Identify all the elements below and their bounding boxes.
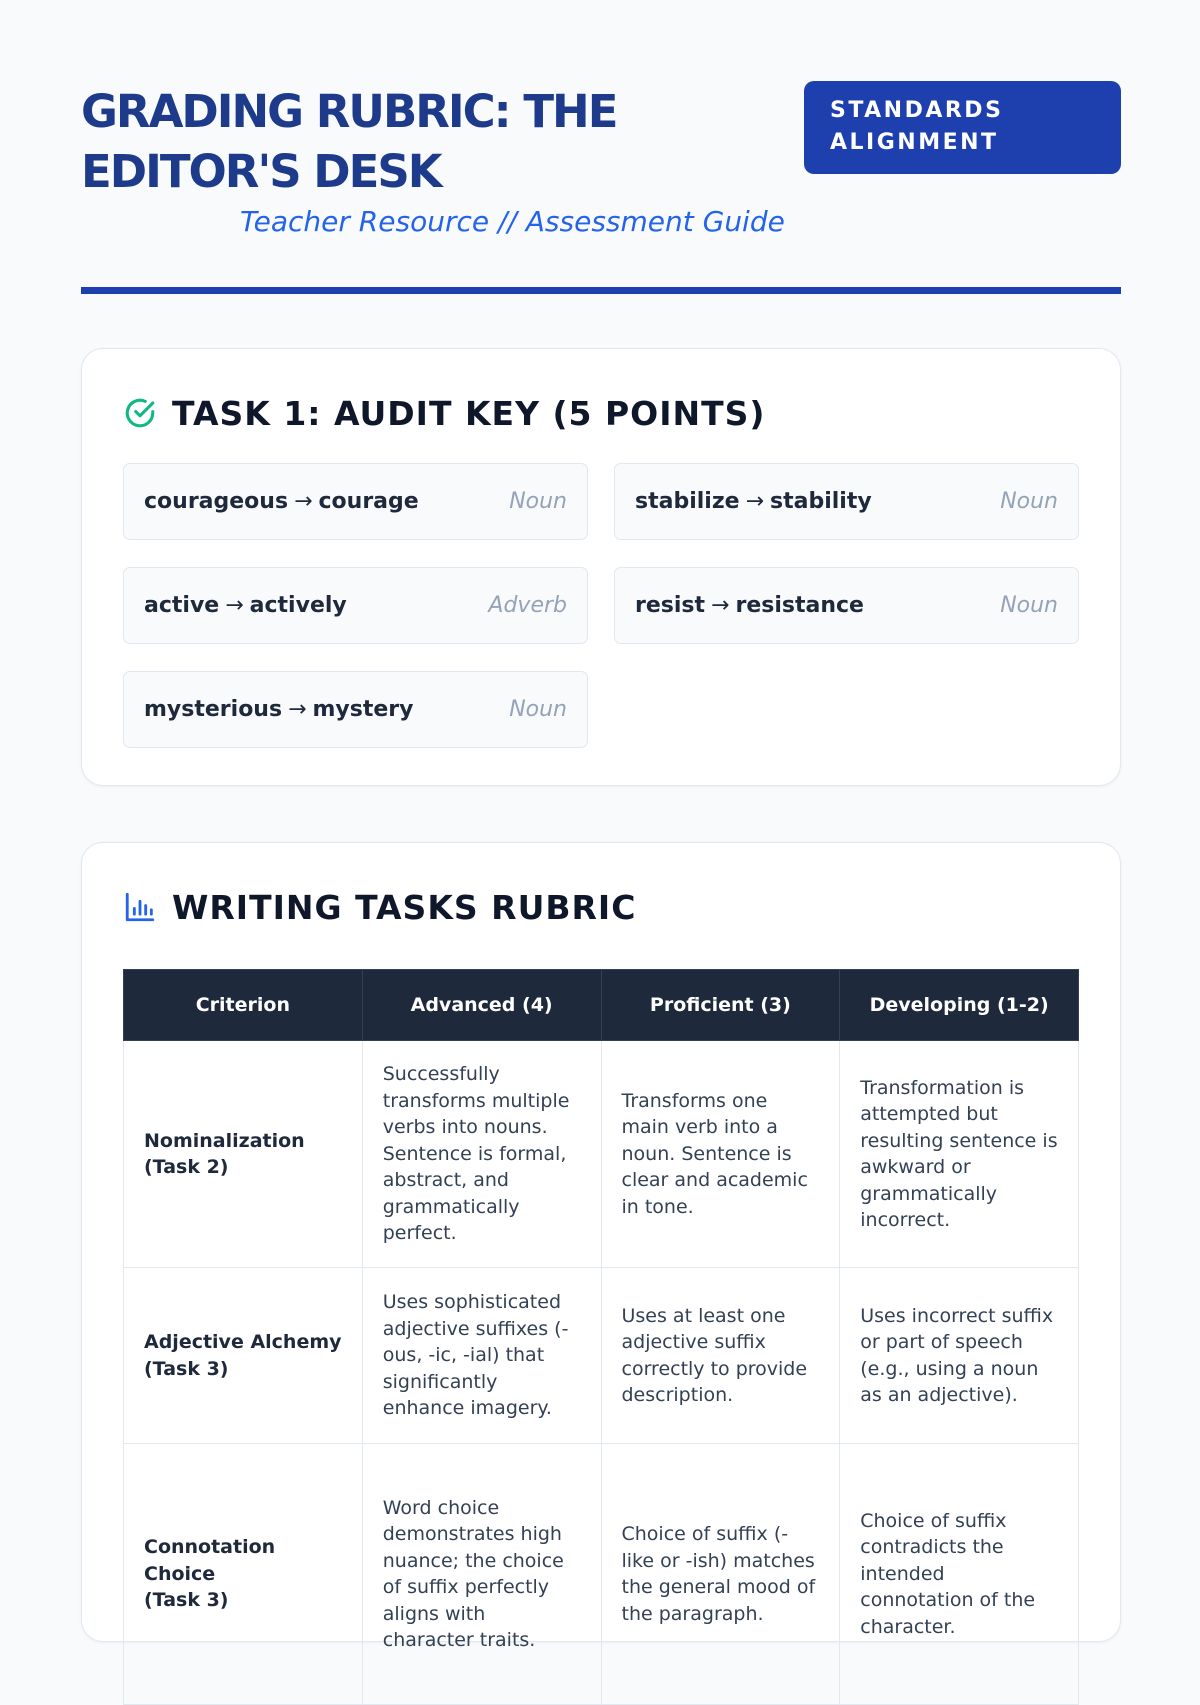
base-word: active — [144, 593, 220, 618]
audit-key-heading — [123, 391, 765, 435]
audit-item — [123, 567, 588, 644]
badge-line-2: ALIGNMENT — [830, 130, 999, 155]
column-header-developing: Developing (1-2) — [840, 970, 1079, 1041]
criterion-cell — [124, 1444, 363, 1705]
writing-rubric-heading-text: WRITING TASKS RUBRIC — [172, 887, 637, 927]
page-title — [81, 82, 721, 202]
page-subtitle: Teacher Resource // Assessment Guide — [240, 205, 785, 238]
arrow-icon: → — [294, 489, 313, 514]
bar-chart-icon — [123, 890, 157, 924]
part-of-speech: Noun — [1000, 489, 1058, 514]
audit-word-pair — [144, 593, 347, 618]
proficient-cell: Transforms one main verb into a noun. Sentence is clear and academic in tone. — [601, 1041, 840, 1268]
audit-word-pair — [144, 489, 419, 514]
arrow-icon: → — [225, 593, 244, 618]
table-row — [124, 1444, 1079, 1705]
writing-rubric-card — [81, 842, 1121, 1651]
criterion-cell — [124, 1268, 363, 1444]
audit-item — [123, 463, 588, 540]
developing-cell: Uses incorrect suffix or part of speech (e.g., using a noun as an adjective). — [840, 1268, 1079, 1444]
audit-key-heading-text: TASK 1: AUDIT KEY (5 POINTS) — [172, 393, 766, 433]
page-title-line-1: GRADING RUBRIC: THE — [81, 85, 617, 138]
part-of-speech: Noun — [1000, 593, 1058, 618]
audit-item — [614, 463, 1079, 540]
derived-word: resistance — [735, 593, 864, 618]
arrow-icon: → — [711, 593, 730, 618]
check-circle-icon — [123, 396, 157, 430]
base-word: resist — [635, 593, 706, 618]
writing-rubric-heading — [123, 885, 636, 929]
criterion-task: (Task 3) — [144, 1357, 229, 1380]
audit-word-pair — [144, 697, 414, 722]
part-of-speech: Noun — [509, 697, 567, 722]
derived-word: actively — [249, 593, 347, 618]
criterion-name: Connotation Choice — [144, 1536, 276, 1585]
audit-item — [614, 567, 1079, 644]
rubric-table — [123, 969, 1079, 1705]
audit-word-pair — [635, 593, 864, 618]
derived-word: courage — [318, 489, 419, 514]
base-word: mysterious — [144, 697, 283, 722]
page-title-line-2: EDITOR'S DESK — [81, 145, 441, 198]
derived-word: stability — [770, 489, 872, 514]
developing-cell: Choice of suffix contradicts the intended connotation of the character. — [840, 1444, 1079, 1705]
column-header-advanced: Advanced (4) — [362, 970, 601, 1041]
badge-line-1: STANDARDS — [830, 98, 1004, 123]
advanced-cell: Word choice demonstrates high nuance; the choice of suffix perfectly aligns with character traits. — [362, 1444, 601, 1705]
table-row — [124, 1041, 1079, 1268]
base-word: stabilize — [635, 489, 740, 514]
base-word: courageous — [144, 489, 289, 514]
criterion-task: (Task 2) — [144, 1156, 229, 1178]
proficient-cell: Uses at least one adjective suffix correctly to provide description. — [601, 1268, 840, 1444]
audit-item — [123, 671, 588, 748]
standards-alignment-badge[interactable] — [804, 81, 1121, 174]
criterion-name: Adjective Alchemy — [144, 1331, 342, 1353]
rubric-page — [81, 0, 1121, 1651]
arrow-icon: → — [288, 697, 307, 722]
derived-word: mystery — [312, 697, 414, 722]
audit-key-grid — [123, 463, 1079, 748]
developing-cell: Transformation is attempted but resulting sentence is awkward or grammatically incorrect. — [840, 1041, 1079, 1268]
part-of-speech: Noun — [509, 489, 567, 514]
column-header-proficient: Proficient (3) — [601, 970, 840, 1041]
advanced-cell: Successfully transforms multiple verbs into nouns. Sentence is formal, abstract, and grammatically perfect. — [362, 1041, 601, 1268]
audit-word-pair — [635, 489, 872, 514]
audit-key-card — [81, 348, 1121, 786]
advanced-cell: Uses sophisticated adjective suffixes (-ous, -ic, -ial) that significantly enhance imagery. — [362, 1268, 601, 1444]
header-divider — [81, 287, 1121, 294]
criterion-name: Nominalization — [144, 1129, 305, 1152]
column-header-criterion: Criterion — [124, 970, 363, 1041]
criterion-task: (Task 3) — [144, 1589, 229, 1612]
criterion-cell — [124, 1041, 363, 1268]
table-row — [124, 1268, 1079, 1444]
proficient-cell: Choice of suffix (-like or -ish) matches the general mood of the paragraph. — [601, 1444, 840, 1705]
arrow-icon: → — [745, 489, 764, 514]
document-header — [81, 0, 1121, 296]
table-header-row — [124, 970, 1079, 1041]
part-of-speech: Adverb — [488, 593, 567, 618]
